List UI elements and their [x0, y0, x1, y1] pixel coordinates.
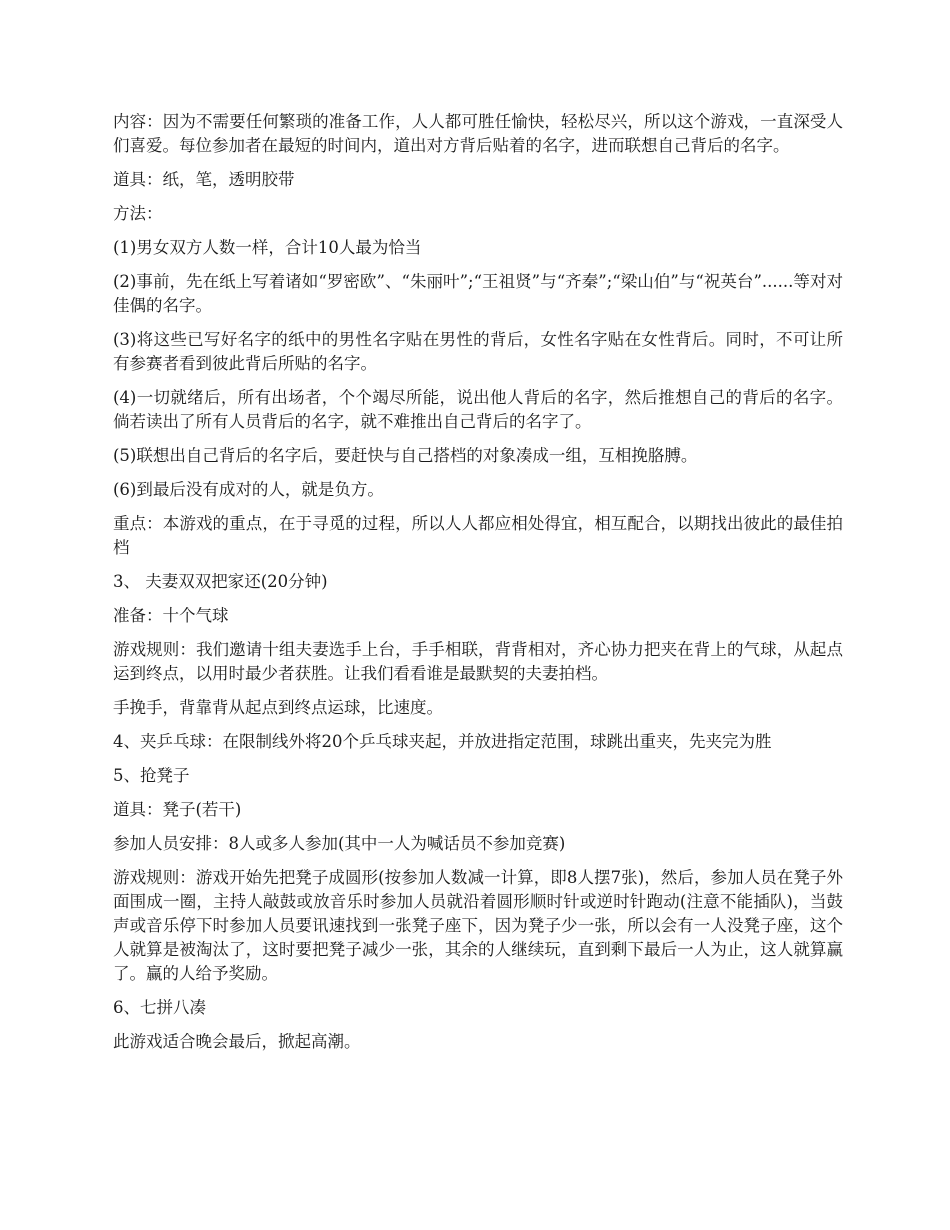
paragraph-key-point: 重点：本游戏的重点，在于寻觅的过程，所以人人都应相处得宜，相互配合，以期找出彼此的最佳拍档 — [113, 514, 843, 557]
paragraph-game-3-prep: 准备：十个气球 — [113, 606, 229, 625]
paragraph-content-intro: 内容：因为不需要任何繁琐的准备工作，人人都可胜任愉快，轻松尽兴，所以这个游戏，一直深受人们喜爱。每位参加者在最短的时间内，道出对方背后贴着的名字，进而联想自己背后的名字。 — [113, 112, 843, 155]
paragraph-game-5-title: 5、抢凳子 — [113, 766, 190, 785]
paragraph-step-3: (3)将这些已写好名字的纸中的男性名字贴在男性的背后，女性名字贴在女性背后。同时，不可让所有参赛者看到彼此背后所贴的名字。 — [113, 330, 843, 373]
paragraph-props: 道具：纸，笔，透明胶带 — [113, 170, 295, 189]
paragraph-game-6-desc: 此游戏适合晚会最后，掀起高潮。 — [113, 1032, 361, 1051]
paragraph-step-4: (4)一切就绪后，所有出场者，个个竭尽所能，说出他人背后的名字，然后推想自己的背后的名字。倘若读出了所有人员背后的名字，就不难推出自己背后的名字了。 — [113, 388, 843, 431]
paragraph-method-heading: 方法： — [113, 204, 163, 223]
paragraph-game-3-rules: 游戏规则：我们邀请十组夫妻选手上台，手手相联，背背相对，齐心协力把夹在背上的气球，从起点运到终点，以用时最少者获胜。让我们看看谁是最默契的夫妻拍档。 — [113, 640, 843, 683]
paragraph-game-5-props: 道具：凳子(若干) — [113, 800, 242, 819]
document-page — [113, 110, 843, 1064]
paragraph-step-5: (5)联想出自己背后的名字后，要赶快与自己搭档的对象凑成一组，互相挽胳膊。 — [113, 446, 698, 465]
paragraph-step-2: (2)事前，先在纸上写着诸如“罗密欧”、“朱丽叶”;“王祖贤”与“齐秦”;“梁山伯”与“祝英台”......等对对佳偶的名字。 — [113, 272, 843, 315]
paragraph-step-1: (1)男女双方人数一样，合计10人最为恰当 — [113, 238, 422, 257]
paragraph-game-5-rules: 游戏规则：游戏开始先把凳子成圆形(按参加人数减一计算，即8人摆7张)，然后，参加人员在凳子外面围成一圈，主持人敲鼓或放音乐时参加人员就沿着圆形顺时针或逆时针跑动(注意不能插队)，当鼓声或音乐停下时参加人员要讯速找到一张凳子座下，因为凳子少一张，所以会有一人没凳子座，这个人就算是被淘汰了，这时要把凳子减少一张，其余的人继续玩，直到剩下最后一人为止，这人就算赢了。赢的人给予奖励。 — [113, 868, 843, 983]
paragraph-game-3-title: 3、 夫妻双双把家还(20分钟) — [113, 572, 328, 591]
paragraph-step-6: (6)到最后没有成对的人，就是负方。 — [113, 480, 384, 499]
paragraph-game-3-summary: 手挽手，背靠背从起点到终点运球，比速度。 — [113, 698, 443, 717]
paragraph-game-4: 4、夹乒乓球：在限制线外将20个乒乓球夹起，并放进指定范围，球跳出重夹，先夹完为胜 — [113, 732, 772, 751]
paragraph-game-5-participants: 参加人员安排：8人或多人参加(其中一人为喊话员不参加竞赛) — [113, 834, 566, 853]
paragraph-game-6-title: 6、七拼八凑 — [113, 998, 206, 1017]
